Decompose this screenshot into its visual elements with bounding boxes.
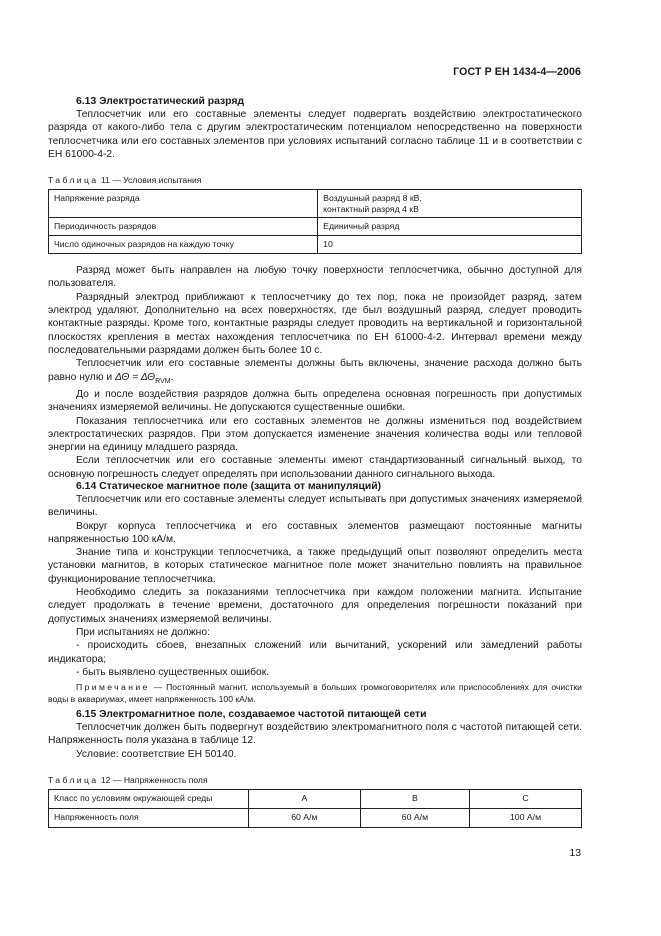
table-header-row (49, 789, 582, 808)
document-id: ГОСТ Р ЕН 1434-4—2006 (453, 66, 581, 78)
paragraph: Теплосчетчик должен быть подвергнут воздействию электромагнитного поля с частотой питающей сети. Напряженность поля указана в таблице 12. (48, 721, 582, 747)
paragraph: Знание типа и конструкции теплосчетчика, а также предыдущий опыт позволяют определить места установки магнитов, в которых статическое магнитное поле может значительно повлиять на правильное функционирование теплосчетчика. (48, 547, 582, 585)
table-12 (48, 789, 582, 828)
paragraph: Теплосчетчик или его составные элементы следует подвергать воздействию электростатического разряда от какого-либо тела с другим электростатическим потенциалом непосредственно на поверхности теплосчетчика или его составных элементов при условиях испытаний согласно таблице 11 и в соответствии с ЕН 61000-4-2. (48, 109, 582, 160)
paragraph: Теплосчетчик или его составные элементы следует испытывать при допустимых значениях измеряемой величины. (48, 493, 582, 519)
paragraph: Разрядный электрод приближают к теплосчетчику до тех пор, пока не произойдет разряд, затем электрод удаляют. Дополнительно на всех поверхностях, где был воздушный разряд, следует проводить контактные разряды. Кроме того, контактные разряды следует проводить на вертикальной и горизонтальной плоскостях крепления в местах нахождения теплосчетчика по ЕН 61000-4-2. Интервал времени между последовательными разрядами должен быть более 10 с. (48, 291, 582, 356)
page-content (48, 96, 582, 828)
table-cell: Класс по условиям окружающей среды (49, 789, 249, 808)
table-cell: A (248, 789, 360, 808)
paragraph: Необходимо следить за показаниями теплосчетчика при каждом положении магнита. Испытание следует продолжать в течение времени, достаточного для определения погрешности показаний при допустимых значениях измеряемой величины. (48, 587, 582, 625)
table-11-caption: Таблица 11 — Условия испытания (48, 175, 202, 186)
table-cell: Напряженность поля (49, 808, 249, 827)
table-cell: Напряжение разряда (49, 190, 318, 218)
section-6-15-title: 6.15 Электромагнитное поле, создаваемое частотой питающей сети (76, 708, 427, 720)
paragraph: Вокруг корпуса теплосчетчика и его составных элементов размещают постоянные магниты напряженностью 100 кА/м. (48, 520, 582, 545)
section-6-13-title: 6.13 Электростатический разряд (76, 96, 245, 107)
paragraph: Если теплосчетчик или его составные элементы имеют стандартизованный сигнальный выход, то основную погрешность следует определять при использовании данного сигнального выхода. (48, 455, 582, 480)
paragraph: Разряд может быть направлен на любую точку поверхности теплосчетчика, обычно доступной для пользователя. (48, 265, 582, 290)
table-cell: Единичный разряд (318, 218, 582, 236)
table-cell: Периодичность разрядов (49, 218, 318, 236)
table-cell: B (360, 789, 469, 808)
table-row (49, 190, 582, 218)
table-row (49, 808, 582, 827)
list-item: - быть выявлено существенных ошибок. (76, 666, 270, 678)
list-item: - происходить сбоев, внезапных сложений или вычитаний, ускорений или замедлений работы индикатора; (48, 640, 582, 665)
note: Примечание — Постоянный магнит, используемый в больших громкоговорителях или приспособлениях для очистки воды в аквариумах, имеет напряженность 100 кА/м. (48, 682, 582, 704)
table-cell: C (470, 789, 582, 808)
paragraph: Теплосчетчик или его составные элементы должны быть включены, значение расхода должно быть равно нулю и $\Delta\Theta = \Delta\Theta_{RVM}$. (48, 358, 582, 385)
page-number: 13 (569, 848, 581, 859)
table-cell: 60 А/м (360, 808, 469, 827)
table-row (49, 236, 582, 254)
table-11 (48, 189, 582, 254)
table-row (49, 218, 582, 236)
paragraph: До и после воздействия разрядов должна быть определена основная погрешность при допустимых значениях измеряемой величины. Не допускаются существенные ошибки. (48, 388, 582, 414)
table-cell: 100 А/м (470, 808, 582, 827)
table-cell: Воздушный разряд 8 кВ, контактный разряд 4 кВ (318, 190, 582, 218)
paragraph: Условие: соответствие ЕН 50140. (76, 748, 237, 760)
section-6-14-title: 6.14 Статическое магнитное поле (защита от манипуляций) (76, 480, 382, 492)
table-cell: 60 А/м (248, 808, 360, 827)
formula: ΔΘ = ΔΘ (115, 371, 156, 383)
table-cell: Число одиночных разрядов на каждую точку (49, 236, 318, 254)
table-cell: 10 (318, 236, 582, 254)
paragraph: Показания теплосчетчика или его составных элементов не должны измениться под воздействием электростатических разрядов. При этом допускается изменение значения количества воды или тепловой энергии на единицу младшего разряда. (48, 415, 582, 454)
paragraph: При испытаниях не должно: (76, 626, 210, 638)
table-12-caption: Таблица 12 — Напряженность поля (48, 774, 208, 785)
